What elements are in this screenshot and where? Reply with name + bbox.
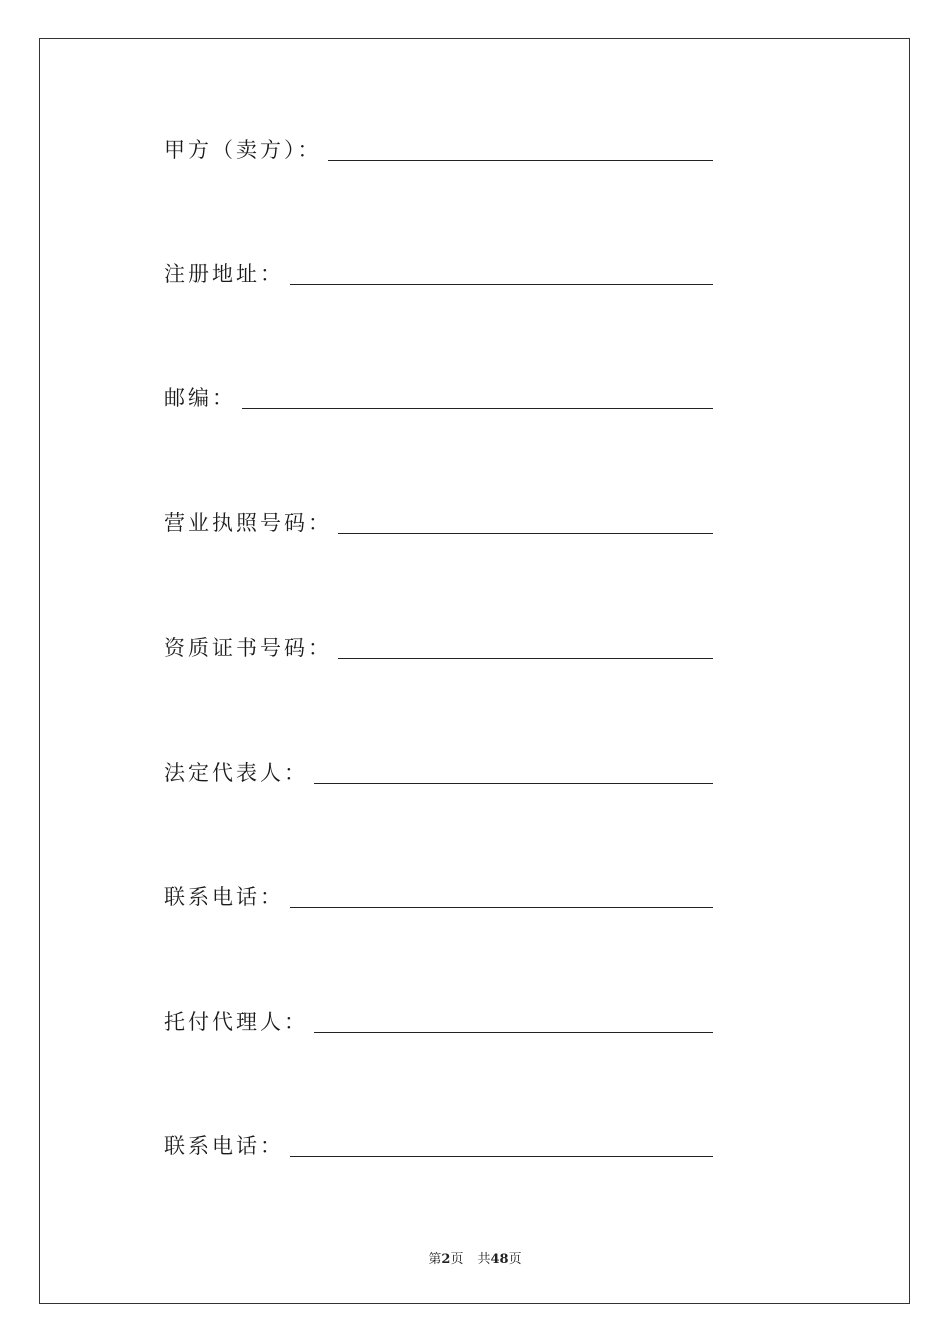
fill-in-line[interactable] [338, 657, 713, 659]
fill-in-line[interactable] [338, 532, 713, 534]
page-unit: 页 [450, 1252, 464, 1267]
field-label: 法定代表人： [164, 761, 308, 785]
page-footer [0, 1248, 950, 1267]
field-row-qualification-cert [164, 631, 713, 661]
field-row-authorized-agent [164, 1005, 713, 1035]
field-row-registered-address [164, 257, 713, 287]
field-row-agent-phone [164, 1129, 713, 1159]
field-label: 联系电话： [164, 1134, 284, 1158]
fill-in-line[interactable] [314, 782, 713, 784]
field-label: 邮编： [164, 386, 236, 410]
fill-in-line[interactable] [242, 407, 713, 409]
total-prefix: 共 [477, 1252, 491, 1267]
field-row-party-a [164, 133, 713, 163]
fill-in-line[interactable] [290, 1155, 713, 1157]
total-page-count: 48 [490, 1252, 509, 1267]
current-page-number: 2 [441, 1252, 451, 1267]
total-unit: 页 [508, 1252, 522, 1267]
field-row-business-license [164, 506, 713, 536]
page-prefix: 第 [428, 1252, 442, 1267]
field-row-legal-representative [164, 756, 713, 786]
field-label: 资质证书号码： [164, 636, 332, 660]
field-row-contact-phone [164, 880, 713, 910]
fill-in-line[interactable] [290, 906, 713, 908]
field-label: 注册地址： [164, 262, 284, 286]
field-label: 托付代理人： [164, 1010, 308, 1034]
field-label: 甲方（卖方）： [164, 138, 322, 162]
page-border [39, 38, 910, 1304]
fill-in-line[interactable] [290, 283, 713, 285]
field-label: 联系电话： [164, 885, 284, 909]
field-row-postcode [164, 381, 713, 411]
fill-in-line[interactable] [328, 159, 714, 161]
fill-in-line[interactable] [314, 1031, 713, 1033]
field-label: 营业执照号码： [164, 511, 332, 535]
